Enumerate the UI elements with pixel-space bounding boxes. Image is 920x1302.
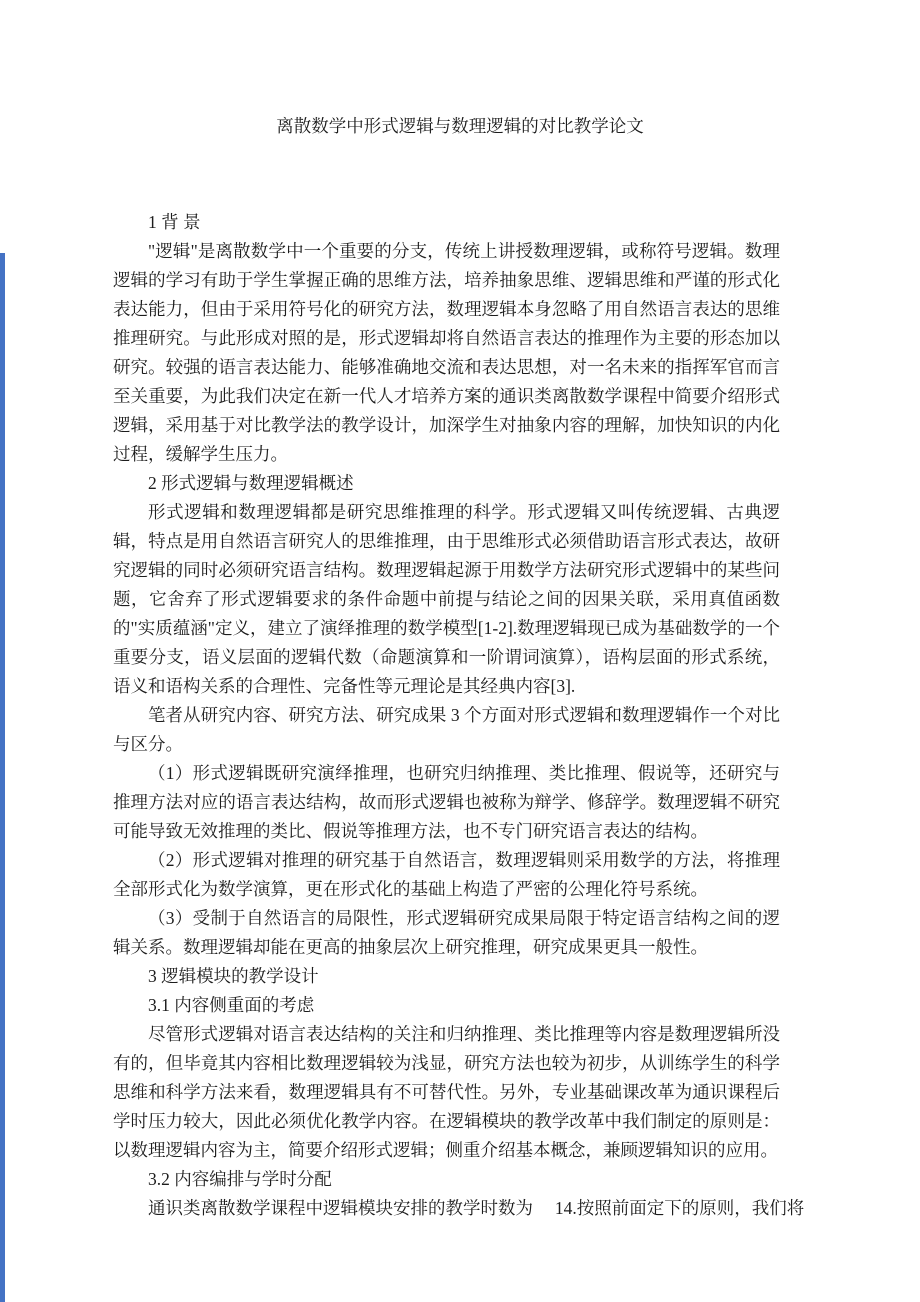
paragraph-point-2: （2）形式逻辑对推理的研究基于自然语言，数理逻辑则采用数学的方法，将推理全部形式化为数学演算，更在形式化的基础上构造了严密的公理化符号系统。 bbox=[113, 850, 780, 899]
document-title: 离散数学中形式逻辑与数理逻辑的对比教学论文 bbox=[276, 116, 644, 136]
paragraph-content-focus: 尽管形式逻辑对语言表达结构的关注和归纳推理、类比推理等内容是数理逻辑所没有的，但毕竟其内容相比数理逻辑较为浅显，研究方法也较为初步，从训练学生的科学思维和科学方法来看，数理逻辑具有不可替代性。另外，专业基础课改革为通识课程后学时压力较大，因此必须优化教学内容。在逻辑模块的教学改革中我们制定的原则是：以数理逻辑内容为主，简要介绍形式逻辑；侧重介绍基本概念，兼顾逻辑知识的应用。 bbox=[113, 1024, 780, 1160]
section-heading-2: 2 形式逻辑与数理逻辑概述 bbox=[148, 473, 354, 493]
section-heading-3-2: 3.2 内容编排与学时分配 bbox=[148, 1169, 332, 1189]
section-heading-3: 3 逻辑模块的教学设计 bbox=[148, 966, 319, 986]
paragraph-hours: 通识类离散数学课程中逻辑模块安排的教学时数为 14.按照前面定下的原则，我们将 bbox=[148, 1198, 805, 1218]
paragraph-point-1: （1）形式逻辑既研究演绎推理，也研究归纳推理、类比推理、假说等，还研究与推理方法对应的语言表达结构，故而形式逻辑也被称为辩学、修辞学。数理逻辑不研究可能导致无效推理的类比、假说等推理方法，也不专门研究语言表达的结构。 bbox=[113, 763, 780, 841]
paragraph-comparison-intro: 笔者从研究内容、研究方法、研究成果 3 个方面对形式逻辑和数理逻辑作一个对比与区分。 bbox=[113, 705, 780, 754]
document-body bbox=[113, 208, 805, 1223]
paragraph-overview: 形式逻辑和数理逻辑都是研究思维推理的科学。形式逻辑又叫传统逻辑、古典逻辑，特点是用自然语言研究人的思维推理，由于思维形式必须借助语言形式表达，故研究逻辑的同时必须研究语言结构。数理逻辑起源于用数学方法研究形式逻辑中的某些问题，它舍弃了形式逻辑要求的条件命题中前提与结论之间的因果关联，采用真值函数的"实质蕴涵"定义，建立了演绎推理的数学模型[1-2].数理逻辑现已成为基础数学的一个重要分支，语义层面的逻辑代数（命题演算和一阶谓词演算），语构层面的形式系统，语义和语构关系的合理性、完备性等元理论是其经典内容[3]. bbox=[113, 502, 780, 696]
paragraph-background: "逻辑"是离散数学中一个重要的分支，传统上讲授数理逻辑，或称符号逻辑。数理逻辑的学习有助于学生掌握正确的思维方法，培养抽象思维、逻辑思维和严谨的形式化表达能力，但由于采用符号化的研究方法，数理逻辑本身忽略了用自然语言表达的思维推理研究。与此形成对照的是，形式逻辑却将自然语言表达的推理作为主要的形态加以研究。较强的语言表达能力、能够准确地交流和表达思想，对一名未来的指挥军官而言至关重要，为此我们决定在新一代人才培养方案的通识类离散数学课程中简要介绍形式逻辑，采用基于对比教学法的教学设计，加深学生对抽象内容的理解，加快知识的内化过程，缓解学生压力。 bbox=[113, 241, 780, 464]
section-heading-3-1: 3.1 内容侧重面的考虑 bbox=[148, 995, 315, 1015]
left-accent-bar bbox=[0, 253, 5, 1302]
paragraph-point-3: （3）受制于自然语言的局限性，形式逻辑研究成果局限于特定语言结构之间的逻辑关系。数理逻辑却能在更高的抽象层次上研究推理，研究成果更具一般性。 bbox=[113, 908, 780, 957]
section-heading-1: 1 背 景 bbox=[148, 212, 201, 232]
